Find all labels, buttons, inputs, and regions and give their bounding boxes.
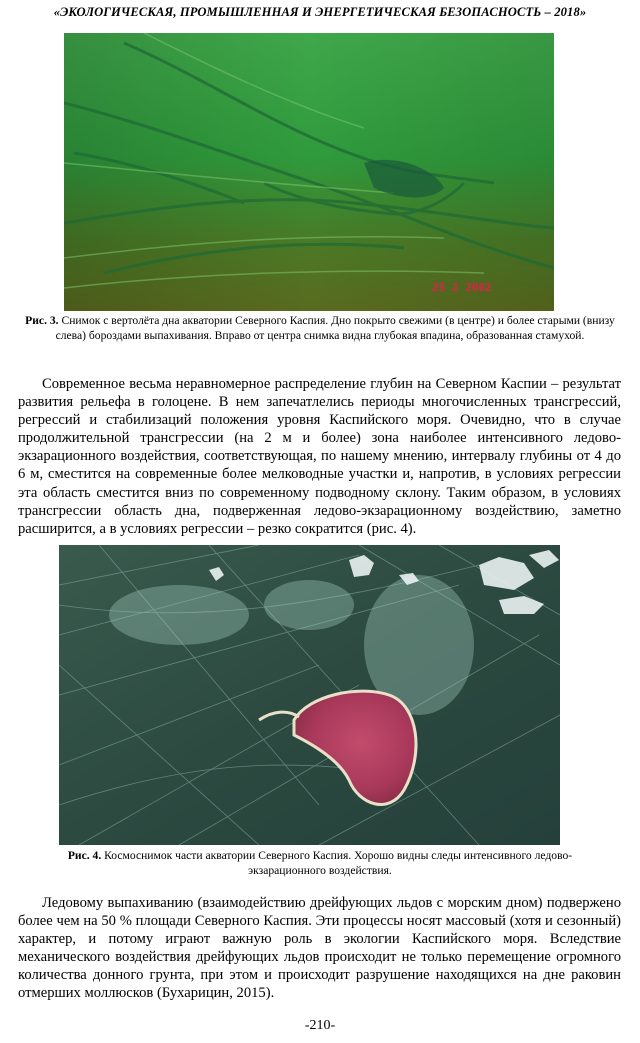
figure-3-caption <box>20 313 620 343</box>
running-header: «ЭКОЛОГИЧЕСКАЯ, ПРОМЫШЛЕННАЯ И ЭНЕРГЕТИЧЕСКАЯ БЕЗОПАСНОСТЬ – 2018» <box>53 5 587 19</box>
figure-3-caption-text: Снимок с вертолёта дна акватории Северного Каспия. Дно покрыто свежими (в центре) и более старыми (внизу слева) бороздами выпахивания. Вправо от центра снимка видна глубокая впадина, образованная стамухой. <box>55 314 615 342</box>
figure-4-photo <box>59 545 560 845</box>
figure-3-label: Рис. 3. <box>25 314 59 327</box>
figure-4-image <box>59 545 560 845</box>
page-number: -210- <box>304 1018 336 1033</box>
figure-3-photo <box>64 33 554 311</box>
figure-4-caption <box>40 848 600 878</box>
figure-3-datestamp: 25 2 2002 <box>432 281 492 294</box>
body-paragraph-1: Современное весьма неравномерное распределение глубин на Северном Каспии – результат развития рельефа в голоцене. В нем запечатлелись периоды многочисленных трансгрессий, регрессий и стабилизаций положения уровня Каспийского моря. Очевидно, что в случае продолжительной трансгрессии (на 2 м и более) зона наиболее интенсивного ледово-экзарационного воздействия, соответствующая, по нашему мнению, интервалу глубины от 4 до 6 м, сместится на современные более мелководные участки и, напротив, в условиях регрессии эта область сместится вниз по современному подводному склону. Таким образом, в условиях трансгрессии область дна, подверженная ледово-экзарационному воздействию, заметно расширится, а в условиях регрессии – резко сократится (рис. 4). <box>18 376 621 537</box>
body-paragraph-2: Ледовому выпахиванию (взаимодействию дрейфующих льдов с морским дном) подвержено более чем на 50 % площади Северного Каспия. Эти процессы носят массовый (хотя и сезонный) характер, и потому играют важную роль в экологии Каспийского моря. Вследствие механического воздействия дрейфующих льдов происходит не только перемещение огромного количества донного грунта, при этом и происходит разрушение находящихся на дне раковин отмерших моллюсков (Бухарицин, 2015). <box>18 895 621 1002</box>
figure-4-label: Рис. 4. <box>67 849 102 862</box>
figure-3-image <box>64 33 554 311</box>
figure-4-caption-text: Космоснимок части акватории Северного Каспия. Хорошо видны следы интенсивного ледово-экзарационного воздействия. <box>101 849 573 877</box>
